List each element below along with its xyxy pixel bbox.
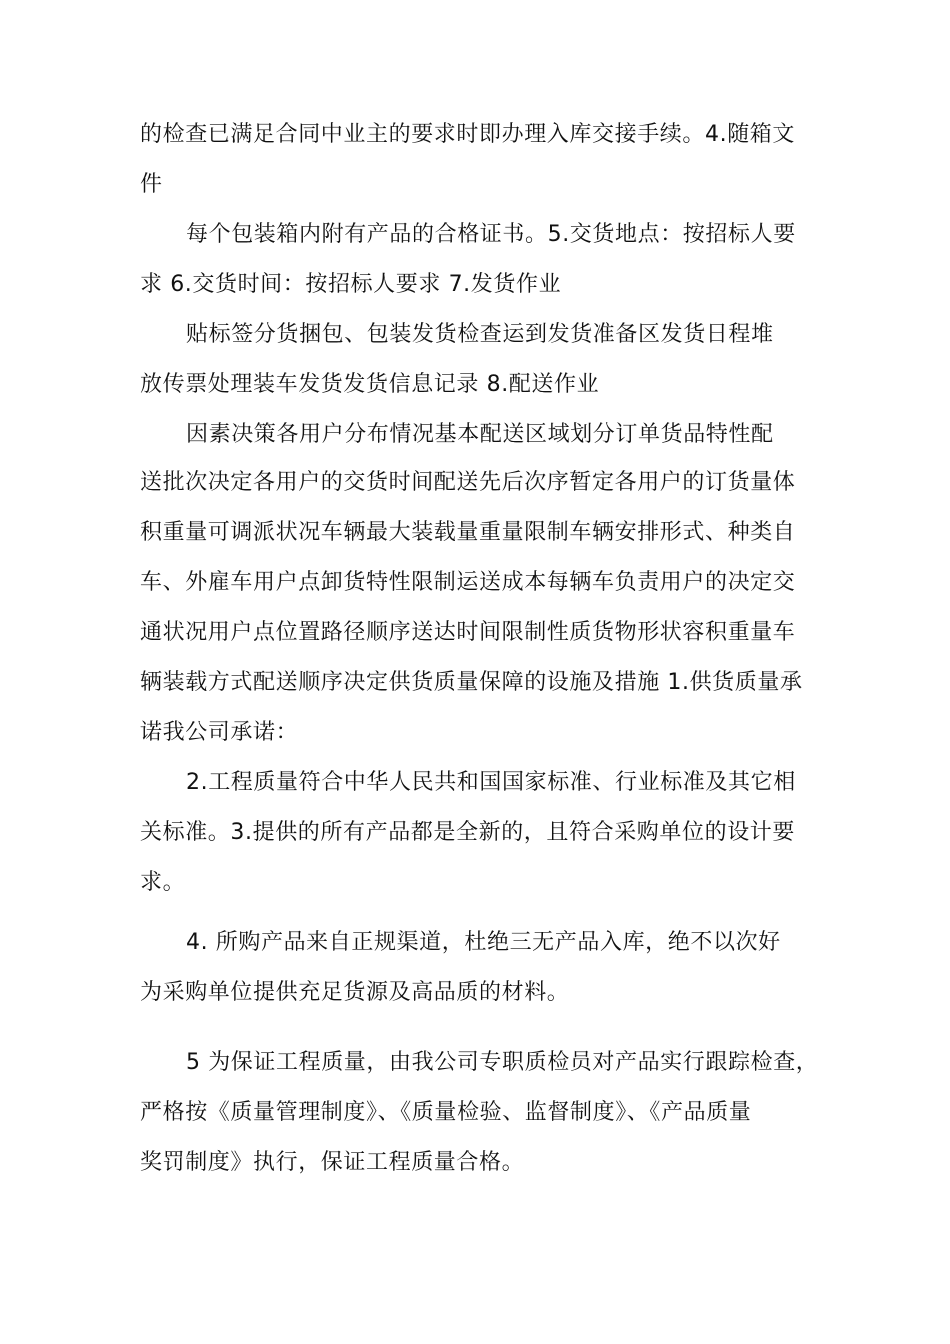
paragraph-6-line-1: 4. 所购产品来自正规渠道，杜绝三无产品入库，绝不以次好 xyxy=(186,930,781,955)
paragraph-7-line-3: 奖罚制度》执行，保证工程质量合格。 xyxy=(140,1150,525,1175)
paragraph-7-line-1: 5 为保证工程质量，由我公司专职质检员对产品实行跟踪检查， xyxy=(186,1050,819,1075)
paragraph-4-line-7: 诺我公司承诺： xyxy=(140,720,299,745)
paragraph-3-line-2: 放传票处理装车发货发货信息记录 8.配送作业 xyxy=(140,372,600,397)
paragraph-4-line-6: 辆装载方式配送顺序决定供货质量保障的设施及措施 1.供货质量承 xyxy=(140,670,803,695)
paragraph-4-line-5: 通状况用户点位置路径顺序送达时间限制性质货物形状容积重量车 xyxy=(140,620,796,645)
paragraph-2-line-2: 求 6.交货时间：按招标人要求 7.发货作业 xyxy=(140,272,562,297)
paragraph-4-line-4: 车、外雇车用户点卸货特性限制运送成本每辆车负责用户的决定交 xyxy=(140,570,796,595)
paragraph-1-line-2: 件 xyxy=(140,172,163,197)
paragraph-4-line-2: 送批次决定各用户的交货时间配送先后次序暂定各用户的订货量体 xyxy=(140,470,796,495)
paragraph-3-line-1: 贴标签分货捆包、包装发货检查运到发货准备区发货日程堆 xyxy=(186,322,774,347)
paragraph-1-line-1: 的检查已满足合同中业主的要求时即办理入库交接手续。4.随箱文 xyxy=(140,122,795,147)
paragraph-2-line-1: 每个包装箱内附有产品的合格证书。5.交货地点：按招标人要 xyxy=(186,222,796,247)
paragraph-4-line-1: 因素决策各用户分布情况基本配送区域划分订单货品特性配 xyxy=(186,422,774,447)
paragraph-7-line-2: 严格按《质量管理制度》、《质量检验、监督制度》、《产品质量 xyxy=(140,1100,752,1125)
paragraph-6-line-2: 为采购单位提供充足货源及高品质的材料。 xyxy=(140,980,570,1005)
paragraph-4-line-3: 积重量可调派状况车辆最大装载量重量限制车辆安排形式、种类自 xyxy=(140,520,796,545)
paragraph-5-line-1: 2.工程质量符合中华人民共和国国家标准、行业标准及其它相 xyxy=(186,770,796,795)
paragraph-5-line-2: 关标准。3.提供的所有产品都是全新的，且符合采购单位的设计要 xyxy=(140,820,795,845)
paragraph-5-line-3: 求。 xyxy=(140,870,186,895)
